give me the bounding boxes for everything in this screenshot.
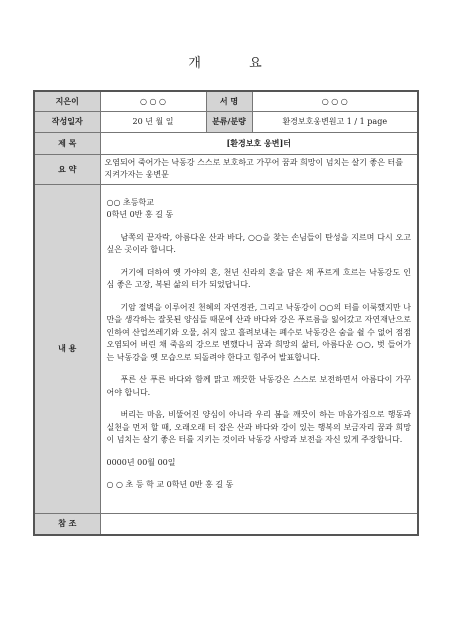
- date-label: 작성일자: [34, 111, 100, 132]
- paragraph-4: 푸른 산 푸른 바다와 함께 맑고 깨끗한 낙동강은 스스로 보전하면서 아름다이 가꾸어야 합니다.: [106, 375, 411, 397]
- subject-label: 제 목: [34, 132, 100, 154]
- content-label: 내 용: [34, 184, 100, 513]
- author-row: [34, 91, 418, 111]
- paragraph-1: 남쪽의 끝자락, 아름다운 산과 바다, ○○을 찾는 손님들이 탄성을 지르며 다시 오고 싶은 곳이라 합니다.: [106, 232, 411, 254]
- content-row: [34, 184, 418, 513]
- date-value: 20 년 월 일: [100, 111, 206, 132]
- subject-value: [환경보호 웅변]터: [100, 132, 418, 154]
- paragraph-2: 거기에 더하여 옛 가야의 혼, 천년 신라의 혼을 담은 채 푸르게 흐르는 낙동강도 인심 좋은 고장, 복된 삶의 터가 되었답니다.: [106, 267, 411, 289]
- content-body: [100, 184, 418, 513]
- date-row: [34, 111, 418, 132]
- category-label: 분류/분량: [206, 111, 252, 132]
- subject-row: [34, 132, 418, 154]
- speech-signature: ○ ○ 초 등 학 교 0학년 0반 홍 길 동: [106, 480, 234, 489]
- student-name: 0학년 0반 홍 길 동: [106, 210, 174, 219]
- paragraph-3: 기암 절벽을 이루어진 천혜의 자연경관, 그리고 낙동강이 ○○의 터를 이룩했지만 나만을 생각하는 잘못된 양심들 때문에 산과 바다와 강은 푸르름을 잃어갔고 자연재난으로 인하여 산업쓰레기와 오물, 쉬지 않고 흘려보내는 폐수로 낙동강은 숨을 쉴 수 없어 점점 오염되어 버린 채 죽음의 강으로 변했다니 꿈과 희망의 삶터, 아름다운 ○○, 벗 들어가는 낙동강을 옛 모습으로 되돌려야 한다고 힘주어 발표합니다.: [106, 302, 411, 362]
- speech-date: 0000년 00월 00일: [106, 457, 176, 467]
- summary-label: 요 약: [34, 154, 100, 184]
- category-value: 환경보호웅변원고 1 / 1 page: [252, 111, 418, 132]
- document-title: 개 요: [188, 56, 284, 71]
- summary-value: 오염되어 죽어가는 낙동강 스스로 보호하고 가꾸어 꿈과 희망이 넘치는 살기 좋은 터를 지켜가자는 웅변문: [100, 154, 418, 184]
- summary-row: [34, 154, 418, 184]
- reference-value: [100, 513, 418, 535]
- paragraph-5: 버리는 마음, 비뚤어진 양심이 아니라 우리 봄을 깨끗이 하는 마음가짐으로 행동과 실천을 먼저 할 때, 오래오래 터 잡은 산과 바다와 강이 있는 행복의 보금자리 꿈과 희망이 넘치는 살기 좋은 터를 지키는 것이라 낙동강 사랑과 보전을 자신 있게 주장합니다.: [106, 410, 411, 444]
- reference-row: [34, 513, 418, 535]
- signature-label: 서 명: [206, 91, 252, 111]
- school-name: ○○ 초등학교: [106, 197, 154, 207]
- signature-value: ○ ○ ○: [252, 91, 418, 111]
- author-label: 지은이: [34, 91, 100, 111]
- overview-form-table: [33, 90, 419, 536]
- reference-label: 참 조: [34, 513, 100, 535]
- author-value: ○ ○ ○: [100, 91, 206, 111]
